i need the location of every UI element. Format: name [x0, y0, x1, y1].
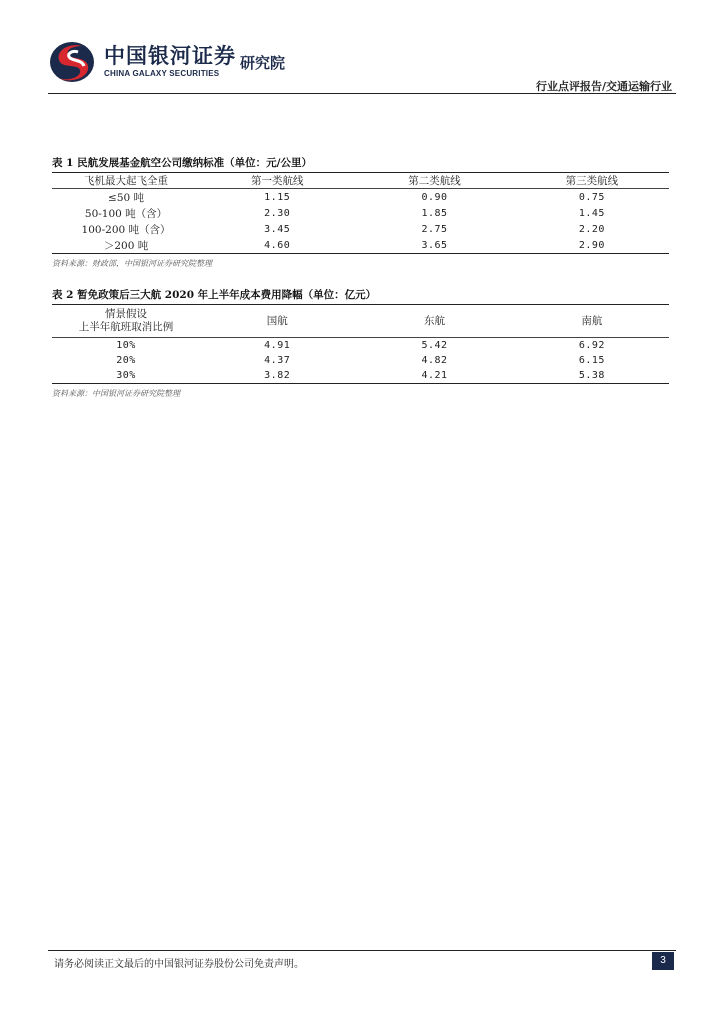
page-number: 3	[652, 952, 674, 970]
table2	[52, 304, 669, 384]
table-row	[52, 237, 669, 254]
table-cell: 30%	[116, 370, 136, 381]
table2-header: 国航	[200, 305, 354, 338]
page-header	[0, 0, 724, 96]
table-row	[52, 221, 669, 237]
table-row	[52, 338, 669, 354]
table-cell: ＞200 吨	[103, 239, 149, 252]
table-cell: 2.75	[421, 223, 448, 235]
table-cell: 1.15	[264, 191, 291, 203]
table1-source: 资料来源：财政部，中国银河证券研究院整理	[52, 259, 212, 268]
table-cell: 4.82	[421, 355, 448, 366]
table1-title: 表 1 民航发展基金航空公司缴纳标准（单位：元/公里）	[52, 157, 312, 169]
table-cell: 0.90	[421, 191, 448, 203]
table2-header: 南航	[515, 305, 669, 338]
table-cell: 6.92	[578, 340, 605, 351]
table-cell: 1.45	[578, 207, 605, 219]
table-cell: 2.90	[578, 239, 605, 251]
table-cell: 4.91	[264, 340, 291, 351]
table2-title: 表 2 暂免政策后三大航 2020 年上半年成本费用降幅（单位：亿元）	[52, 289, 377, 301]
footer-divider	[48, 950, 676, 951]
brand-name-en: CHINA GALAXY SECURITIES	[104, 69, 220, 78]
table1-header: 第三类航线	[515, 173, 669, 189]
table1-block	[52, 155, 669, 269]
table-cell: 10%	[116, 340, 136, 351]
table1	[52, 172, 669, 254]
table-cell: 2.30	[264, 207, 291, 219]
table-cell: 3.45	[264, 223, 291, 235]
table1-header: 第二类航线	[354, 173, 514, 189]
table-cell: 6.15	[578, 355, 605, 366]
table-cell: 2.20	[578, 223, 605, 235]
footer-disclaimer: 请务必阅读正文最后的中国银河证券股份公司免责声明。	[54, 959, 304, 970]
header-divider	[48, 93, 676, 94]
table2-header-scenario	[52, 305, 200, 338]
table-cell: 4.37	[264, 355, 291, 366]
table-cell: 4.21	[421, 370, 448, 381]
table2-header-line1: 情景假设	[105, 308, 148, 320]
galaxy-logo-icon	[48, 40, 96, 84]
table-cell: 5.42	[421, 340, 448, 351]
table-cell: 100-200 吨（含）	[81, 223, 171, 236]
table1-header: 第一类航线	[200, 173, 354, 189]
table-row	[52, 353, 669, 368]
table2-header: 东航	[354, 305, 514, 338]
table-cell: 50-100 吨（含）	[84, 207, 168, 220]
table-row	[52, 205, 669, 221]
table1-header: 飞机最大起飞全重	[52, 173, 200, 189]
table-cell: 20%	[116, 355, 136, 366]
table-cell: 4.60	[264, 239, 291, 251]
table-cell: 1.85	[421, 207, 448, 219]
table1-header-row	[52, 173, 669, 189]
table-cell: ≤50 吨	[108, 191, 145, 204]
table-row	[52, 368, 669, 384]
brand-name-cn: 中国银河证券	[104, 44, 236, 68]
table2-header-line2: 上半年航班取消比例	[78, 321, 174, 333]
brand-institute: 研究院	[240, 54, 286, 72]
table-cell: 0.75	[578, 191, 605, 203]
report-type: 行业点评报告/交通运输行业	[535, 80, 672, 93]
table2-header-row	[52, 305, 669, 338]
table2-source: 资料来源：中国银河证券研究院整理	[52, 389, 180, 398]
table-cell: 3.65	[421, 239, 448, 251]
table-cell: 3.82	[264, 370, 291, 381]
table2-block	[52, 287, 669, 399]
table-row	[52, 189, 669, 206]
table-cell: 5.38	[578, 370, 605, 381]
